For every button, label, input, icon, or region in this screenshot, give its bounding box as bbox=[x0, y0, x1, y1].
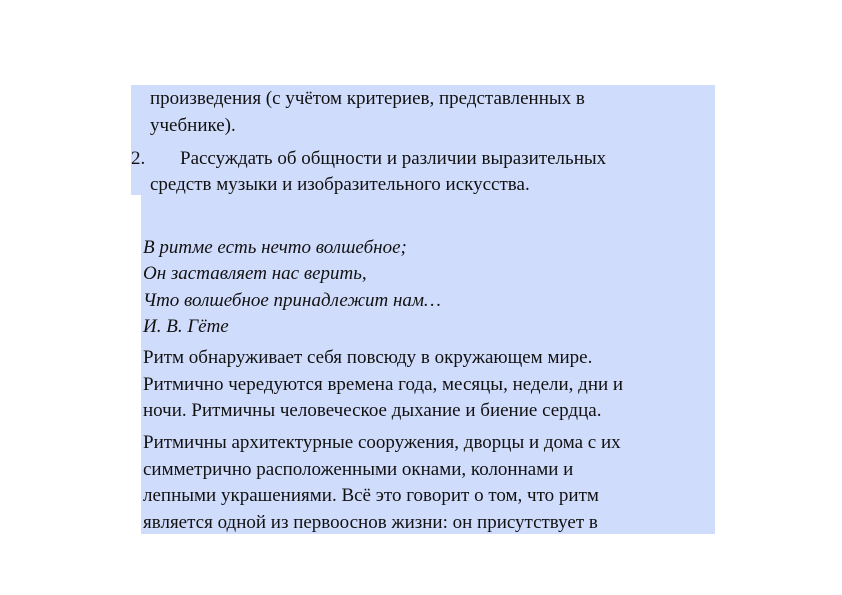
paragraph-2-line-3: лепными украшениями. Всё это говорит о том, что ритм bbox=[143, 485, 599, 506]
epigraph-author: И. В. Гёте bbox=[143, 316, 229, 337]
epigraph-line-3: Что волшебное принадлежит нам… bbox=[143, 290, 441, 311]
paragraph-1-line-3: ночи. Ритмичны человеческое дыхание и биение сердца. bbox=[143, 400, 602, 421]
list-item-2-line-1: Рассуждать об общности и различии выразительных bbox=[180, 148, 607, 169]
list-continuation-line-2: учебнике). bbox=[150, 115, 236, 136]
paragraph-2-line-1: Ритмичны архитектурные сооружения, дворцы и дома с их bbox=[143, 432, 621, 453]
paragraph-1-line-2: Ритмично чередуются времена года, месяцы, недели, дни и bbox=[143, 374, 624, 395]
list-item-2-line-2: средств музыки и изобразительного искусства. bbox=[150, 174, 530, 195]
paragraph-2-line-4: является одной из первооснов жизни: он присутствует в bbox=[143, 512, 598, 533]
paragraph-1-line-1: Ритм обнаруживает себя повсюду в окружающем мире. bbox=[143, 347, 593, 368]
paragraph-2-line-2: симметрично расположенными окнами, колоннами и bbox=[143, 459, 574, 480]
list-continuation-line-1: произведения (с учётом критериев, представленных в bbox=[150, 88, 585, 109]
epigraph-line-1: В ритме есть нечто волшебное; bbox=[143, 237, 407, 258]
epigraph-line-2: Он заставляет нас верить, bbox=[143, 263, 367, 284]
list-item-number: 2. bbox=[131, 148, 146, 169]
